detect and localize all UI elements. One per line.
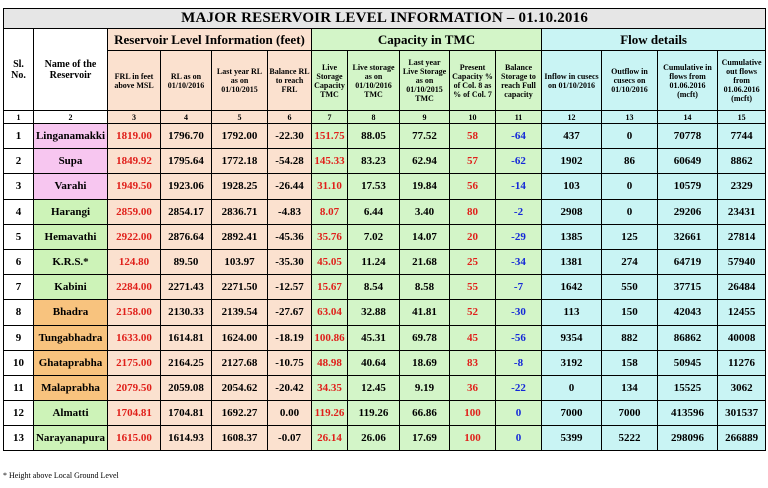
cell-live-capacity: 45.05 — [312, 249, 348, 274]
table-title: MAJOR RESERVOIR LEVEL INFORMATION – 01.10.2016 — [4, 9, 766, 29]
cell-last-year-rl: 1772.18 — [212, 149, 268, 174]
cell-cumulative-outflow: 8862 — [718, 149, 766, 174]
cell-outflow: 0 — [602, 174, 658, 199]
table-row — [4, 426, 766, 451]
cell-cumulative-outflow: 3062 — [718, 375, 766, 400]
cell-inflow: 0 — [542, 375, 602, 400]
cell-rl: 1614.93 — [161, 426, 212, 451]
cell-present-capacity-pct: 45 — [450, 325, 496, 350]
cell-frl: 2079.50 — [108, 375, 161, 400]
cell-live-storage: 32.88 — [348, 300, 400, 325]
table-row — [4, 224, 766, 249]
cell-cumulative-inflow: 70778 — [658, 124, 718, 149]
cell-rl: 2130.33 — [161, 300, 212, 325]
cell-balance-storage: -29 — [496, 224, 542, 249]
cell-last-year-rl: 1624.00 — [212, 325, 268, 350]
header-col-8: Live storage as on 01/10/2016 TMC — [348, 51, 400, 111]
cell-live-storage: 8.54 — [348, 275, 400, 300]
cell-present-capacity-pct: 55 — [450, 275, 496, 300]
cell-live-capacity: 26.14 — [312, 426, 348, 451]
table-row — [4, 350, 766, 375]
cell-live-capacity: 35.76 — [312, 224, 348, 249]
cell-reservoir-name: Ghataprabha — [34, 350, 108, 375]
cell-balance-rl: -27.67 — [268, 300, 312, 325]
cell-sl-no: 4 — [4, 199, 34, 224]
cell-rl: 1704.81 — [161, 401, 212, 426]
cell-balance-rl: -20.42 — [268, 375, 312, 400]
cell-live-capacity: 48.98 — [312, 350, 348, 375]
cell-present-capacity-pct: 100 — [450, 401, 496, 426]
cell-cumulative-outflow: 2329 — [718, 174, 766, 199]
table-row — [4, 300, 766, 325]
cell-present-capacity-pct: 58 — [450, 124, 496, 149]
cell-balance-rl: -54.28 — [268, 149, 312, 174]
cell-sl-no: 2 — [4, 149, 34, 174]
cell-frl: 1615.00 — [108, 426, 161, 451]
cell-last-year-storage: 41.81 — [400, 300, 450, 325]
cell-last-year-rl: 1928.25 — [212, 174, 268, 199]
cell-frl: 1819.00 — [108, 124, 161, 149]
cell-rl: 2164.25 — [161, 350, 212, 375]
column-number: 13 — [602, 111, 658, 124]
cell-reservoir-name: Tungabhadra — [34, 325, 108, 350]
cell-sl-no: 9 — [4, 325, 34, 350]
column-number: 3 — [108, 111, 161, 124]
cell-outflow: 882 — [602, 325, 658, 350]
table-row — [4, 401, 766, 426]
cell-live-storage: 11.24 — [348, 249, 400, 274]
cell-sl-no: 1 — [4, 124, 34, 149]
cell-sl-no: 12 — [4, 401, 34, 426]
header-col-5: Last year RL as on 01/10/2015 — [212, 51, 268, 111]
column-number: 8 — [348, 111, 400, 124]
cell-balance-storage: 0 — [496, 426, 542, 451]
cell-live-capacity: 8.07 — [312, 199, 348, 224]
cell-last-year-rl: 1792.00 — [212, 124, 268, 149]
cell-last-year-rl: 2892.41 — [212, 224, 268, 249]
cell-balance-rl: -10.75 — [268, 350, 312, 375]
column-number: 5 — [212, 111, 268, 124]
cell-present-capacity-pct: 83 — [450, 350, 496, 375]
cell-balance-storage: -22 — [496, 375, 542, 400]
cell-balance-rl: -0.07 — [268, 426, 312, 451]
cell-reservoir-name: Bhadra — [34, 300, 108, 325]
cell-sl-no: 6 — [4, 249, 34, 274]
cell-inflow: 1385 — [542, 224, 602, 249]
cell-rl: 2271.43 — [161, 275, 212, 300]
cell-last-year-rl: 1692.27 — [212, 401, 268, 426]
cell-balance-rl: -4.83 — [268, 199, 312, 224]
cell-frl: 1704.81 — [108, 401, 161, 426]
cell-live-storage: 17.53 — [348, 174, 400, 199]
cell-last-year-rl: 103.97 — [212, 249, 268, 274]
cell-live-capacity: 100.86 — [312, 325, 348, 350]
cell-last-year-storage: 77.52 — [400, 124, 450, 149]
cell-sl-no: 7 — [4, 275, 34, 300]
cell-balance-storage: -64 — [496, 124, 542, 149]
cell-rl: 2059.08 — [161, 375, 212, 400]
cell-live-capacity: 145.33 — [312, 149, 348, 174]
cell-rl: 1796.70 — [161, 124, 212, 149]
cell-frl: 2284.00 — [108, 275, 161, 300]
cell-reservoir-name: Malaprabha — [34, 375, 108, 400]
header-reservoir-name: Name of the Reservoir — [34, 29, 108, 111]
cell-present-capacity-pct: 25 — [450, 249, 496, 274]
cell-last-year-storage: 9.19 — [400, 375, 450, 400]
cell-rl: 1795.64 — [161, 149, 212, 174]
cell-last-year-storage: 8.58 — [400, 275, 450, 300]
cell-cumulative-inflow: 32661 — [658, 224, 718, 249]
cell-balance-rl: -12.57 — [268, 275, 312, 300]
cell-cumulative-inflow: 413596 — [658, 401, 718, 426]
cell-rl: 1923.06 — [161, 174, 212, 199]
cell-last-year-rl: 1608.37 — [212, 426, 268, 451]
header-col-11: Balance Storage to reach Full capacity — [496, 51, 542, 111]
cell-cumulative-inflow: 37715 — [658, 275, 718, 300]
cell-outflow: 550 — [602, 275, 658, 300]
cell-frl: 1633.00 — [108, 325, 161, 350]
cell-reservoir-name: Supa — [34, 149, 108, 174]
cell-last-year-storage: 62.94 — [400, 149, 450, 174]
cell-live-storage: 119.26 — [348, 401, 400, 426]
cell-live-capacity: 31.10 — [312, 174, 348, 199]
header-col-15: Cumulative out flows from 01.06.2016 (mcft) — [718, 51, 766, 111]
cell-present-capacity-pct: 36 — [450, 375, 496, 400]
footnote: * Height above Local Ground Level — [3, 471, 119, 480]
cell-outflow: 134 — [602, 375, 658, 400]
header-col-6: Balance RL to reach FRL — [268, 51, 312, 111]
cell-frl: 1949.50 — [108, 174, 161, 199]
cell-cumulative-outflow: 12455 — [718, 300, 766, 325]
cell-last-year-storage: 14.07 — [400, 224, 450, 249]
cell-last-year-storage: 19.84 — [400, 174, 450, 199]
column-number: 15 — [718, 111, 766, 124]
cell-rl: 2854.17 — [161, 199, 212, 224]
header-level-group: Reservoir Level Information (feet) — [108, 29, 312, 51]
cell-outflow: 5222 — [602, 426, 658, 451]
cell-live-capacity: 34.35 — [312, 375, 348, 400]
column-number: 6 — [268, 111, 312, 124]
cell-outflow: 0 — [602, 124, 658, 149]
cell-live-storage: 45.31 — [348, 325, 400, 350]
cell-inflow: 113 — [542, 300, 602, 325]
column-number: 4 — [161, 111, 212, 124]
cell-outflow: 86 — [602, 149, 658, 174]
cell-live-capacity: 15.67 — [312, 275, 348, 300]
cell-balance-rl: 0.00 — [268, 401, 312, 426]
column-number: 12 — [542, 111, 602, 124]
cell-live-storage: 88.05 — [348, 124, 400, 149]
cell-present-capacity-pct: 100 — [450, 426, 496, 451]
cell-frl: 2175.00 — [108, 350, 161, 375]
cell-balance-storage: -14 — [496, 174, 542, 199]
column-number: 10 — [450, 111, 496, 124]
cell-cumulative-outflow: 27814 — [718, 224, 766, 249]
header-col-12: Inflow in cusecs on 01/10/2016 — [542, 51, 602, 111]
cell-outflow: 7000 — [602, 401, 658, 426]
header-col-7: Live Storage Capacity TMC — [312, 51, 348, 111]
cell-frl: 2922.00 — [108, 224, 161, 249]
cell-balance-storage: 0 — [496, 401, 542, 426]
cell-present-capacity-pct: 80 — [450, 199, 496, 224]
reservoir-sheet — [3, 8, 765, 451]
column-number: 14 — [658, 111, 718, 124]
column-number: 9 — [400, 111, 450, 124]
cell-cumulative-inflow: 10579 — [658, 174, 718, 199]
cell-last-year-rl: 2054.62 — [212, 375, 268, 400]
header-flow-group: Flow details — [542, 29, 766, 51]
cell-outflow: 158 — [602, 350, 658, 375]
cell-last-year-rl: 2836.71 — [212, 199, 268, 224]
cell-live-storage: 7.02 — [348, 224, 400, 249]
cell-balance-rl: -22.30 — [268, 124, 312, 149]
cell-cumulative-outflow: 57940 — [718, 249, 766, 274]
cell-cumulative-outflow: 23431 — [718, 199, 766, 224]
reservoir-table — [3, 8, 766, 451]
cell-frl: 2859.00 — [108, 199, 161, 224]
cell-inflow: 3192 — [542, 350, 602, 375]
cell-present-capacity-pct: 57 — [450, 149, 496, 174]
header-col-9: Last year Live Storage as on 01/10/2015 TMC — [400, 51, 450, 111]
cell-last-year-rl: 2139.54 — [212, 300, 268, 325]
table-row — [4, 174, 766, 199]
cell-cumulative-inflow: 15525 — [658, 375, 718, 400]
cell-reservoir-name: Linganamakki — [34, 124, 108, 149]
cell-cumulative-outflow: 26484 — [718, 275, 766, 300]
cell-inflow: 2908 — [542, 199, 602, 224]
table-row — [4, 325, 766, 350]
cell-inflow: 5399 — [542, 426, 602, 451]
header-col-10: Present Capacity % of Col. 8 as % of Col. 7 — [450, 51, 496, 111]
cell-rl: 89.50 — [161, 249, 212, 274]
cell-cumulative-outflow: 40008 — [718, 325, 766, 350]
cell-last-year-storage: 18.69 — [400, 350, 450, 375]
cell-balance-rl: -35.30 — [268, 249, 312, 274]
table-row — [4, 249, 766, 274]
cell-sl-no: 5 — [4, 224, 34, 249]
cell-last-year-storage: 21.68 — [400, 249, 450, 274]
cell-reservoir-name: Hemavathi — [34, 224, 108, 249]
cell-last-year-storage: 69.78 — [400, 325, 450, 350]
cell-live-storage: 12.45 — [348, 375, 400, 400]
cell-balance-rl: -45.36 — [268, 224, 312, 249]
cell-live-storage: 26.06 — [348, 426, 400, 451]
cell-balance-rl: -26.44 — [268, 174, 312, 199]
cell-reservoir-name: K.R.S.* — [34, 249, 108, 274]
cell-live-capacity: 119.26 — [312, 401, 348, 426]
cell-outflow: 0 — [602, 199, 658, 224]
cell-balance-storage: -2 — [496, 199, 542, 224]
cell-frl: 2158.00 — [108, 300, 161, 325]
cell-live-storage: 83.23 — [348, 149, 400, 174]
cell-cumulative-inflow: 64719 — [658, 249, 718, 274]
cell-sl-no: 11 — [4, 375, 34, 400]
cell-present-capacity-pct: 20 — [450, 224, 496, 249]
table-row — [4, 124, 766, 149]
column-number: 11 — [496, 111, 542, 124]
cell-cumulative-inflow: 29206 — [658, 199, 718, 224]
header-col-4: RL as on 01/10/2016 — [161, 51, 212, 111]
table-row — [4, 149, 766, 174]
cell-inflow: 7000 — [542, 401, 602, 426]
cell-balance-storage: -56 — [496, 325, 542, 350]
cell-live-storage: 40.64 — [348, 350, 400, 375]
column-number: 1 — [4, 111, 34, 124]
cell-live-capacity: 151.75 — [312, 124, 348, 149]
cell-frl: 124.80 — [108, 249, 161, 274]
cell-sl-no: 10 — [4, 350, 34, 375]
cell-last-year-rl: 2271.50 — [212, 275, 268, 300]
cell-outflow: 150 — [602, 300, 658, 325]
cell-inflow: 103 — [542, 174, 602, 199]
cell-last-year-storage: 66.86 — [400, 401, 450, 426]
column-number: 2 — [34, 111, 108, 124]
cell-inflow: 9354 — [542, 325, 602, 350]
cell-live-storage: 6.44 — [348, 199, 400, 224]
table-row — [4, 199, 766, 224]
cell-balance-storage: -34 — [496, 249, 542, 274]
cell-last-year-storage: 3.40 — [400, 199, 450, 224]
header-sl-no: Sl. No. — [4, 29, 34, 111]
cell-cumulative-inflow: 298096 — [658, 426, 718, 451]
column-number: 7 — [312, 111, 348, 124]
table-row — [4, 375, 766, 400]
cell-cumulative-inflow: 60649 — [658, 149, 718, 174]
cell-last-year-rl: 2127.68 — [212, 350, 268, 375]
cell-rl: 2876.64 — [161, 224, 212, 249]
cell-cumulative-inflow: 86862 — [658, 325, 718, 350]
cell-balance-storage: -62 — [496, 149, 542, 174]
table-row — [4, 275, 766, 300]
cell-rl: 1614.81 — [161, 325, 212, 350]
cell-balance-rl: -18.19 — [268, 325, 312, 350]
cell-outflow: 125 — [602, 224, 658, 249]
cell-present-capacity-pct: 56 — [450, 174, 496, 199]
cell-outflow: 274 — [602, 249, 658, 274]
cell-sl-no: 13 — [4, 426, 34, 451]
cell-cumulative-outflow: 11276 — [718, 350, 766, 375]
header-capacity-group: Capacity in TMC — [312, 29, 542, 51]
cell-last-year-storage: 17.69 — [400, 426, 450, 451]
cell-balance-storage: -7 — [496, 275, 542, 300]
cell-inflow: 1902 — [542, 149, 602, 174]
cell-balance-storage: -30 — [496, 300, 542, 325]
cell-cumulative-inflow: 42043 — [658, 300, 718, 325]
header-col-3: FRL in feet above MSL — [108, 51, 161, 111]
cell-reservoir-name: Varahi — [34, 174, 108, 199]
header-col-13: Outflow in cusecs on 01/10/2016 — [602, 51, 658, 111]
cell-cumulative-outflow: 7744 — [718, 124, 766, 149]
cell-inflow: 437 — [542, 124, 602, 149]
cell-reservoir-name: Kabini — [34, 275, 108, 300]
cell-present-capacity-pct: 52 — [450, 300, 496, 325]
cell-cumulative-outflow: 301537 — [718, 401, 766, 426]
cell-sl-no: 3 — [4, 174, 34, 199]
cell-cumulative-outflow: 266889 — [718, 426, 766, 451]
cell-inflow: 1381 — [542, 249, 602, 274]
cell-sl-no: 8 — [4, 300, 34, 325]
cell-reservoir-name: Narayanapura — [34, 426, 108, 451]
header-col-14: Cumulative in flows from 01.06.2016 (mcft) — [658, 51, 718, 111]
cell-inflow: 1642 — [542, 275, 602, 300]
cell-reservoir-name: Almatti — [34, 401, 108, 426]
cell-reservoir-name: Harangi — [34, 199, 108, 224]
cell-frl: 1849.92 — [108, 149, 161, 174]
cell-balance-storage: -8 — [496, 350, 542, 375]
cell-cumulative-inflow: 50945 — [658, 350, 718, 375]
cell-live-capacity: 63.04 — [312, 300, 348, 325]
